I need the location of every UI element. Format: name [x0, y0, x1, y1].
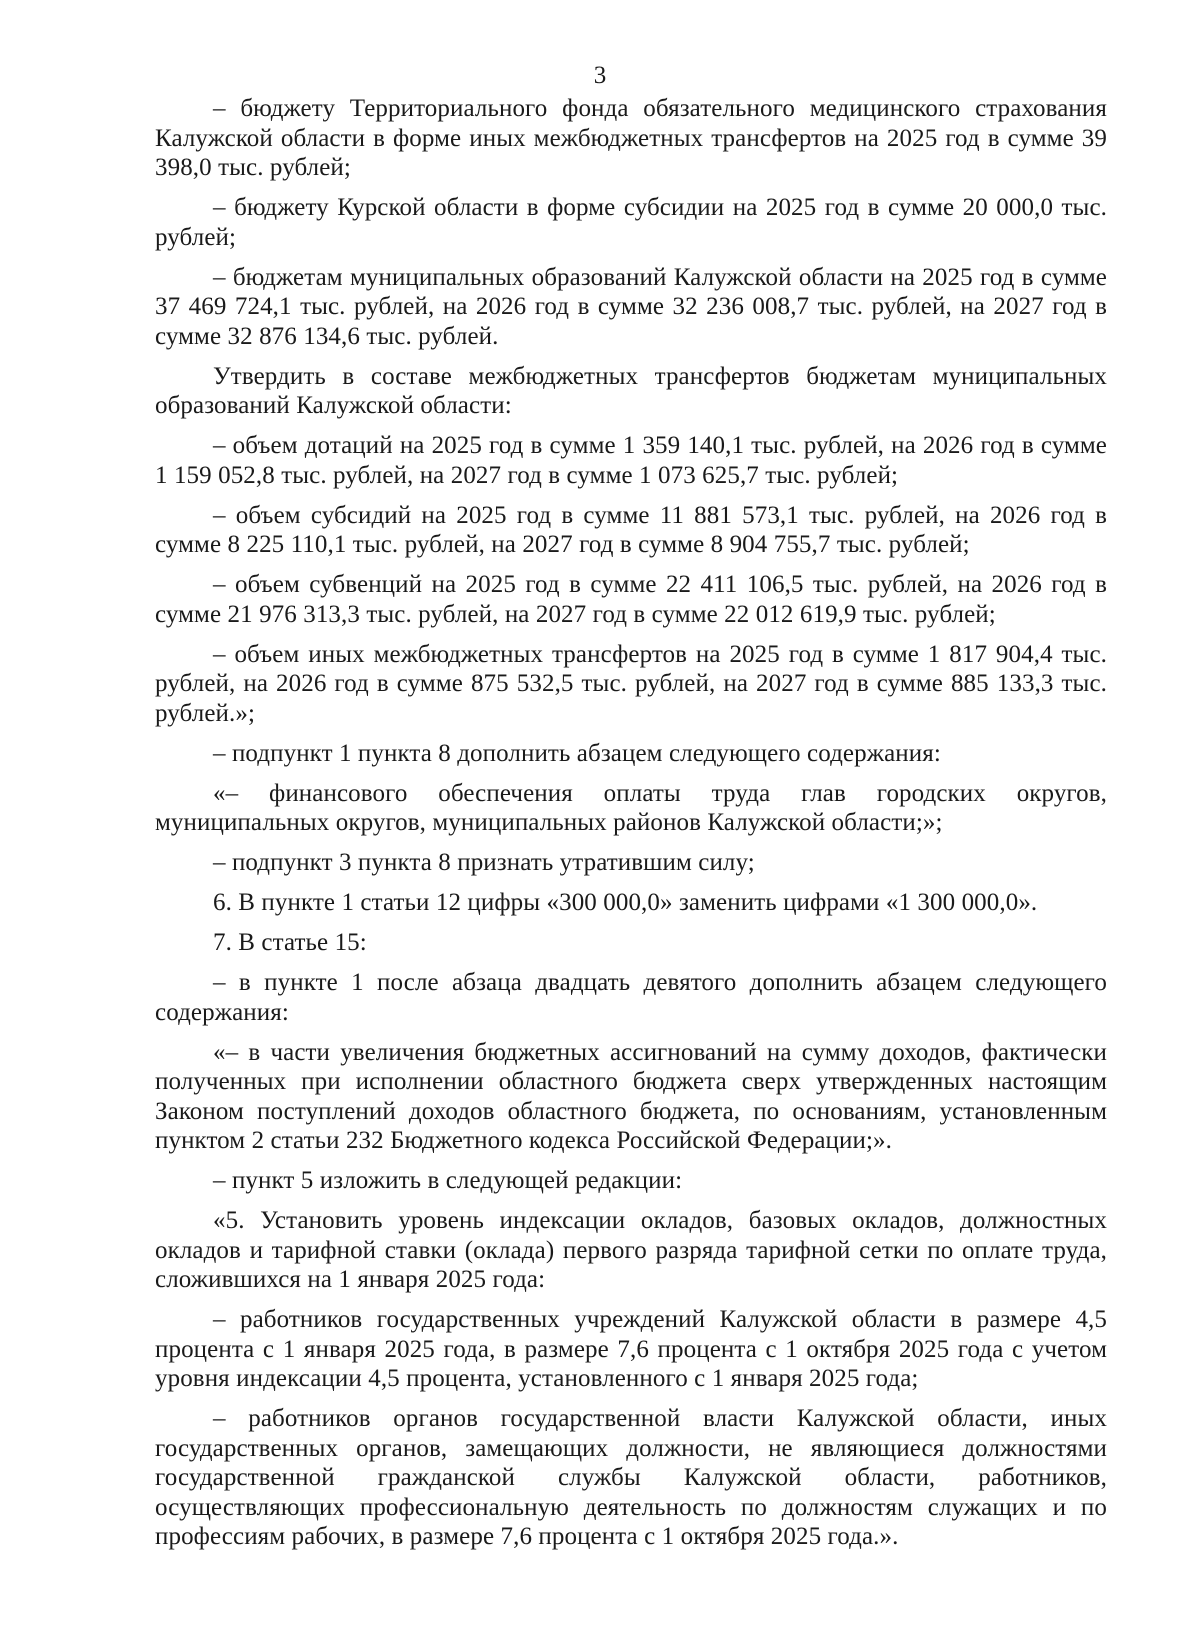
paragraph-item-1-addition: – в пункте 1 после абзаца двадцать девятого дополнить абзацем следующего содержания:: [155, 969, 1107, 1026]
paragraph-approve-transfers: Утвердить в составе межбюджетных трансфертов бюджетам муниципальных образований Калужской области:: [155, 362, 1107, 419]
paragraph-budget-allocations: «– в части увеличения бюджетных ассигнований на сумму доходов, фактически полученных при исполнении областного бюджета сверх утвержденных настоящим Законом поступлений доходов областного бюджета, по основаниям, установленным пунктом 2 статьи 232 Бюджетного кодекса Российской Федерации;».: [155, 1038, 1107, 1154]
paragraph-subitem-1-item-8: – подпункт 1 пункта 8 дополнить абзацем следующего содержания:: [213, 739, 941, 767]
paragraph-municipal-budgets: – бюджетам муниципальных образований Калужской области на 2025 год в сумме 37 469 724,1 тыс. рублей, на 2026 год в сумме 32 236 008,7 тыс. рублей, на 2027 год в сумме 32 876 134,6 тыс. рублей.: [155, 263, 1107, 350]
paragraph-item-5-new-edition: – пункт 5 изложить в следующей редакции:: [213, 1167, 683, 1194]
paragraph-head-salaries: «– финансового обеспечения оплаты труда глав городских округов, муниципальных округов, муниципальных районов Калужской области;»;: [155, 779, 1107, 836]
paragraph-other-transfers: – объем иных межбюджетных трансфертов на 2025 год в сумме 1 817 904,4 тыс. рублей, на 2026 год в сумме 875 532,5 тыс. рублей, на 2027 год в сумме 885 133,3 тыс. рублей.»;: [155, 640, 1107, 727]
paragraph-subitem-3-item-8: – подпункт 3 пункта 8 признать утратившим силу;: [213, 849, 755, 876]
paragraph-article-15: 7. В статье 15:: [213, 929, 367, 956]
paragraph-kursk-subsidy: – бюджету Курской области в форме субсидии на 2025 год в сумме 20 000,0 тыс. рублей;: [155, 194, 1107, 251]
paragraph-dotations: – объем дотаций на 2025 год в сумме 1 359 140,1 тыс. рублей, на 2026 год в сумме 1 159 052,8 тыс. рублей, на 2027 год в сумме 1 073 625,7 тыс. рублей;: [155, 432, 1107, 489]
page-number: 3: [593, 62, 607, 89]
document-body: [155, 94, 1107, 1552]
paragraph-subsidies: – объем субсидий на 2025 год в сумме 11 881 573,1 тыс. рублей, на 2026 год в сумме 8 225 110,1 тыс. рублей, на 2027 год в сумме 8 904 755,7 тыс. рублей;: [155, 501, 1107, 558]
paragraph-tfoms-transfer: – бюджету Территориального фонда обязательного медицинского страхования Калужской области в форме иных межбюджетных трансфертов на 2025 год в сумме 39 398,0 тыс. рублей;: [155, 95, 1107, 181]
paragraph-article-12: 6. В пункте 1 статьи 12 цифры «300 000,0» заменить цифрами «1 300 000,0».: [213, 889, 1038, 916]
paragraph-state-authorities: – работников органов государственной власти Калужской области, иных государственных органов, замещающих должности, не являющиеся должностями государственной гражданской службы Калужской области, работников, осуществляющих профессиональную деятельность по должностям служащих и по профессиям рабочих, в размере 7,6 процента с 1 октября 2025 года.».: [155, 1405, 1107, 1550]
paragraph-indexation-level: «5. Установить уровень индексации окладов, базовых окладов, должностных окладов и тарифной ставки (оклада) первого разряда тарифной сетки по оплате труда, сложившихся на 1 января 2025 года:: [155, 1207, 1107, 1293]
paragraph-state-institutions: – работников государственных учреждений Калужской области в размере 4,5 процента с 1 января 2025 года, в размере 7,6 процента с 1 октября 2025 года с учетом уровня индексации 4,5 процента, установленного с 1 января 2025 года;: [155, 1306, 1107, 1392]
paragraph-subventions: – объем субвенций на 2025 год в сумме 22 411 106,5 тыс. рублей, на 2026 год в сумме 21 976 313,3 тыс. рублей, на 2027 год в сумме 22 012 619,9 тыс. рублей;: [155, 571, 1107, 628]
